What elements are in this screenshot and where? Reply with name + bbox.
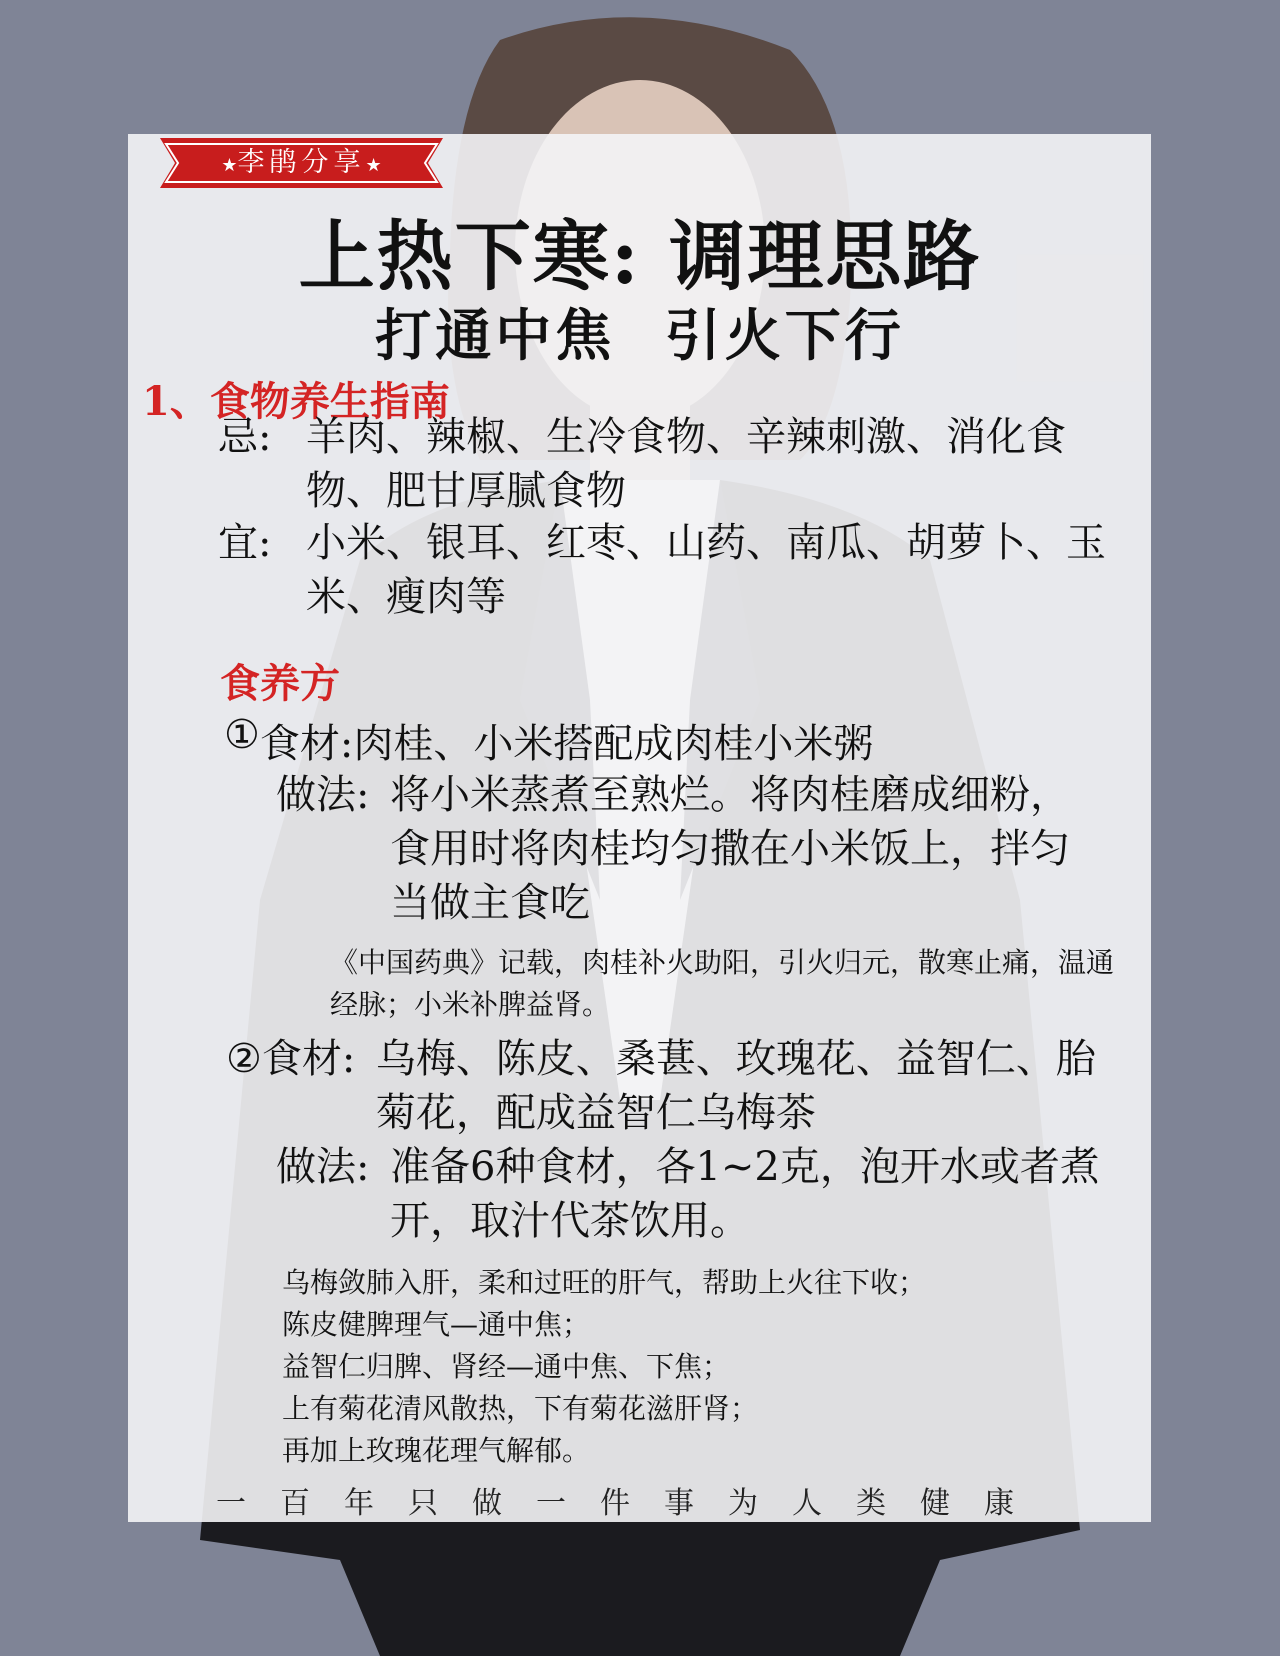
recipe1-method-label: 做法: (276, 772, 370, 818)
recipe1-method: 将小米蒸煮至熟烂。将肉桂磨成细粉，食用时将肉桂均匀撒在小米饭上，拌匀当做主食吃 (390, 772, 1070, 926)
recipe2-method-label: 做法: (276, 1144, 370, 1190)
avoid-row (218, 410, 1148, 518)
suitable-label: 宜: (218, 520, 272, 566)
footer-slogan: 一百年只做一件事为人类健康 (216, 1486, 1048, 1521)
recipe2-note: 再加上玫瑰花理气解郁。 (282, 1434, 591, 1467)
recipe2-ingredients-label: 食材: (261, 1036, 356, 1082)
recipe-heading: 食养方 (220, 660, 340, 707)
recipe2-note: 益智仁归脾、肾经—通中焦、下焦； (282, 1350, 731, 1383)
avoid-label: 忌: (218, 414, 272, 460)
recipe1-number: ① (224, 712, 260, 758)
recipe1-ingredients-label: 食材 (259, 721, 340, 767)
star-icon: ★ (221, 155, 238, 176)
recipe2-notes (282, 1262, 926, 1472)
recipe2-note: 乌梅敛肺入肝，柔和过旺的肝气，帮助上火往下收； (282, 1266, 927, 1299)
recipe1-method-row (276, 768, 1116, 930)
recipe2-note: 陈皮健脾理气—通中焦； (282, 1308, 591, 1341)
recipe1-ingredients-row (224, 712, 873, 769)
recipe2-note: 上有菊花清风散热，下有菊花滋肝肾； (282, 1392, 759, 1425)
recipe1-note: 《中国药典》记载，肉桂补火助阳，引火归元，散寒止痛，温通经脉；小米补脾益肾。 (330, 946, 1115, 1021)
page-subtitle: 打通中焦 引火下行 (375, 303, 905, 369)
recipe2-ingredients: 乌梅、陈皮、桑葚、玫瑰花、益智仁、胎菊花，配成益智仁乌梅茶 (375, 1036, 1096, 1136)
recipe2-method-row (276, 1140, 1116, 1248)
suitable-text: 小米、银耳、红枣、山药、南瓜、胡萝卜、玉米、瘦肉等 (306, 520, 1106, 620)
section-heading: 1、食物养生指南 (142, 378, 450, 425)
author-badge (160, 138, 443, 188)
page-title: 上热下寒: 调理思路 (298, 212, 982, 301)
recipe2-number: ② (226, 1036, 262, 1082)
badge-text: 李鹃分享 (237, 147, 366, 178)
star-icon: ★ (365, 155, 382, 176)
recipe1-ingredients: :肉桂、小米搭配成肉桂小米粥 (339, 721, 874, 767)
suitable-row (218, 516, 1148, 624)
avoid-text: 羊肉、辣椒、生冷食物、辛辣刺激、消化食物、肥甘厚腻食物 (306, 414, 1066, 514)
recipe2-method: 准备6种食材，各1~2克，泡开水或者煮开，取汁代茶饮用。 (390, 1144, 1100, 1244)
recipe2-ingredients-row (226, 1032, 1126, 1140)
